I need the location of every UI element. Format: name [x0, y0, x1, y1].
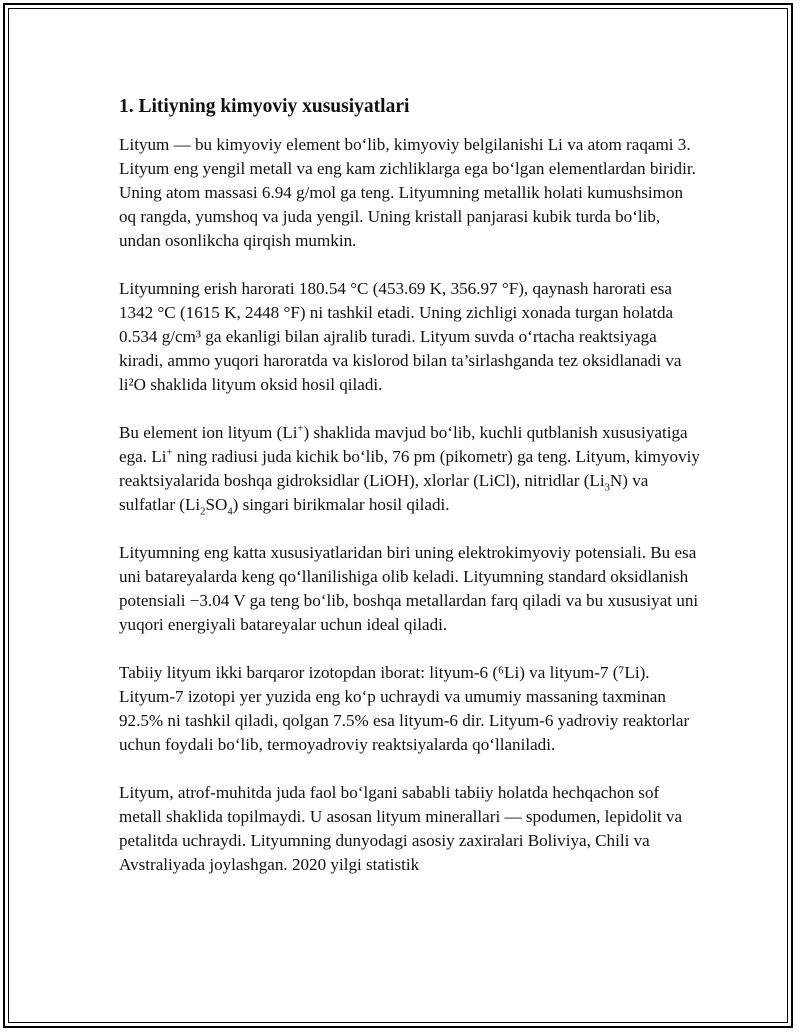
p3-text-3: ning radiusi juda kichik bo‘lib, 76 pm (pikometr) ga teng. Lityum, kimyoviy reaktsiyalarida boshqa gidroksidlar (LiOH), xlorlar (LiCl), nitridlar (Li [119, 447, 700, 490]
paragraph-2: Lityumning erish harorati 180.54 °C (453.69 K, 356.97 °F), qaynash harorati esa 1342 °C (1615 K, 2448 °F) ni tashkil etadi. Uning zichligi xonada turgan holatda 0.534 g/cm³ ga ekanligi bilan ajralib turadi. Lityum suvda o‘rtacha reaktsiyaga kiradi, ammo yuqori haroratda va kislorod bilan ta’sirlashganda tez oksidlanadi va li²O shaklida lityum oksid hosil qiladi. [119, 279, 682, 394]
p3-text-4: N) va sulfatlar (Li [119, 471, 649, 514]
paragraph-6: Lityum, atrof-muhitda juda faol bo‘lgani sababli tabiiy holatda hechqachon sof metall shaklida topilmaydi. U asosan lityum minerallari — spodumen, lepidolit va petalitda uchraydi. Lityumning dunyodagi asosiy zaxiralari Boliviya, Chili va Avstraliyada joylashgan. 2020 yilgi statistik [119, 783, 683, 874]
p3-sub-1: 3 [604, 482, 610, 494]
section-heading: 1. Litiyning kimyoviy xususiyatlari [119, 96, 410, 117]
paragraph-4: Lityumning eng katta xususiyatlaridan biri uning elektrokimyoviy potensiali. Bu esa uni batareyalarda keng qo‘llanilishiga olib keladi. Lityumning standard oksidlanish potensiali −3.04 V ga teng bo‘lib, boshqa metallardan farq qiladi va bu xususiyat uni yuqori energiyali batareyalar uchun ideal qiladi. [119, 543, 699, 634]
paragraph-1: Lityum — bu kimyoviy element bo‘lib, kimyoviy belgilanishi Li va atom raqami 3. Lityum eng yengil metall va eng kam zichliklarga ega bo‘lgan elementlardan biridir. Uning atom massasi 6.94 g/mol ga teng. Lityumning metallik holati kumushsimon oq rangda, yumshoq va juda yengil. Uning kristall panjarasi kubik turda bo‘lib, undan osonlikcha qirqish mumkin. [119, 135, 696, 250]
p3-text-5: SO [205, 495, 228, 514]
paragraph-5: Tabiiy lityum ikki barqaror izotopdan iborat: lityum-6 (⁶Li) va lityum-7 (⁷Li). Lityum-7 izotopi yer yuzida eng ko‘p uchraydi va umumiy massaning taxminan 92.5% ni tashkil qiladi, qolgan 7.5% esa lityum-6 dir. Lityum-6 yadroviy reaktorlar uchun foydali bo‘lib, termoyadroviy reaktsiyalarda qo‘llaniladi. [119, 663, 690, 754]
p3-sub-3: 4 [227, 506, 233, 518]
p3-sub-2: 2 [200, 506, 206, 518]
document-body [119, 94, 704, 901]
p3-text-1: Bu element ion lityum (Li [119, 423, 298, 442]
p3-sup-2: + [166, 447, 173, 459]
p3-sup-1: + [297, 423, 304, 435]
p3-text-2: ) shaklida mavjud bo‘lib, kuchli qutblanish xususiyatiga ega. Li [119, 423, 688, 466]
paragraph-3 [119, 421, 704, 517]
p3-text-6: ) singari birikmalar hosil qiladi. [232, 495, 450, 514]
